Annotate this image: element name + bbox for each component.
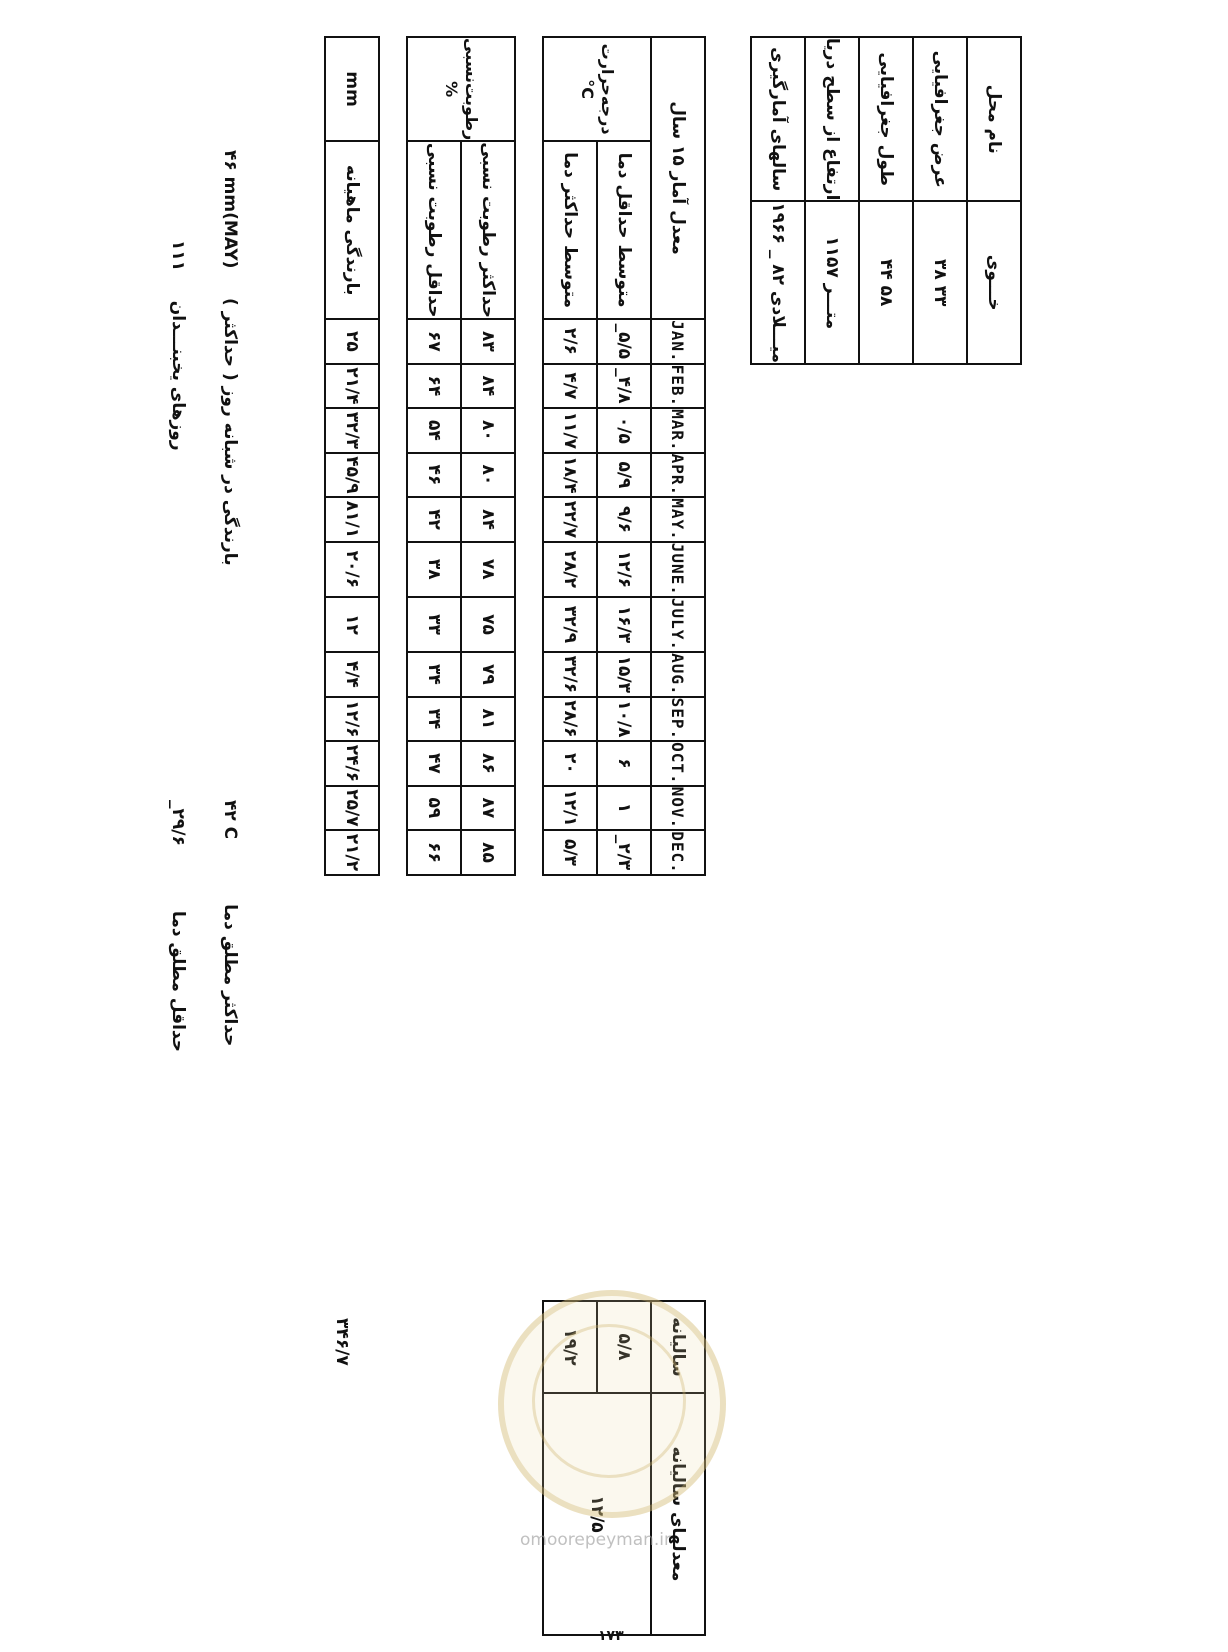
cell: ۳۳	[407, 597, 461, 652]
abs-min-note: حداقل مطلق دما _۲۹/۶	[168, 800, 188, 1052]
cell: ۱۶/۳	[597, 597, 651, 652]
month-header: AUG.	[651, 652, 705, 697]
cell: ۸۴	[461, 364, 515, 409]
cell: ۰/۵	[597, 408, 651, 453]
frost-days-note: روزهای یخبنـــدان ۱۱۱	[168, 240, 188, 451]
annual-precip-total: ۳۴۶/۷	[332, 1318, 352, 1366]
cell: ۷۹	[461, 652, 515, 697]
cell: ۳۲/۶	[543, 652, 597, 697]
table-row	[325, 37, 379, 875]
cell: ۱۲/۶	[325, 697, 379, 742]
watermark-text: omoorepeyman.ir	[520, 1530, 672, 1550]
table-row	[407, 37, 461, 875]
month-header: MAR.	[651, 408, 705, 453]
latitude-value: ۳۸ ۳۳	[913, 201, 967, 364]
cell: ۲۱/۲	[325, 830, 379, 875]
row-label: متوسط حداکثر دما	[543, 141, 597, 319]
month-header: NOV.	[651, 786, 705, 831]
cell: _۴/۸	[597, 364, 651, 409]
cell: _۲/۳	[597, 830, 651, 875]
cell: ۳۴	[407, 652, 461, 697]
elevation-value: ۱۱۵۷ متـــر	[805, 201, 859, 364]
cell: ۶۶	[407, 830, 461, 875]
cell: ۱۲/۱	[543, 786, 597, 831]
station-name-label: نام محل	[967, 37, 1021, 201]
month-header: OCT.	[651, 741, 705, 786]
cell: ۴/۴	[325, 652, 379, 697]
annual-min-temp: ۵/۸	[597, 1301, 651, 1393]
cell: ۸۱/۱	[325, 497, 379, 542]
cell: ۸۷	[461, 786, 515, 831]
cell: ۲۰/۶	[325, 542, 379, 597]
cell: ۸۰	[461, 408, 515, 453]
elevation-label: ارتفاع از سطح دریا	[805, 37, 859, 201]
month-header: APR.	[651, 453, 705, 498]
cell: ۲۵/۷	[325, 786, 379, 831]
cell: ۵/۳	[543, 830, 597, 875]
cell: ۲۲/۷	[543, 497, 597, 542]
cell: ۳۲/۹	[543, 597, 597, 652]
table-row	[597, 37, 651, 875]
cell: ۴/۷	[543, 364, 597, 409]
cell: ۵۴	[407, 408, 461, 453]
cell: ۲۱/۴	[325, 364, 379, 409]
cell: ۷۵	[461, 597, 515, 652]
watermark-seal-icon	[498, 1290, 726, 1518]
cell: ۹/۶	[597, 497, 651, 542]
annual-avg-value: ۱۲/۵	[543, 1393, 651, 1635]
cell: ۴۵/۹	[325, 453, 379, 498]
table-row	[461, 37, 515, 875]
month-header: MAY.	[651, 497, 705, 542]
cell: ۲/۶	[543, 319, 597, 364]
cell: ۱۵/۳	[597, 652, 651, 697]
cell: ۷۸	[461, 542, 515, 597]
month-header: FEB.	[651, 364, 705, 409]
latitude-label: عرض جغرافیایی	[913, 37, 967, 201]
cell: ۸۱	[461, 697, 515, 742]
abs-max-note: حداکثر مطلق دما ۴۲ C	[220, 800, 240, 1047]
max-daily-rain-note: بارندگی در شبانه روز ( حداکثر ) ۴۶ mm(MAY)	[220, 150, 240, 566]
cell: ۸۶	[461, 741, 515, 786]
station-name-value: خـــوی	[967, 201, 1021, 364]
cell: ۴۷	[407, 741, 461, 786]
month-header: JUNE.	[651, 542, 705, 597]
years-value: ۱۹۶۶ _ ۸۲ میـــلادی	[751, 201, 805, 364]
cell: ۵/۹	[597, 453, 651, 498]
longitude-value: ۴۴ ۵۸	[859, 201, 913, 364]
years-label: سالهای آمارگیری	[751, 37, 805, 201]
header-row	[651, 37, 705, 875]
cell: ۲۸/۶	[543, 697, 597, 742]
row-label: حداقل رطوبت نسبی	[407, 141, 461, 319]
cell: ۴۲	[407, 497, 461, 542]
cell: ۱۲/۶	[597, 542, 651, 597]
cell: ۳۴	[407, 697, 461, 742]
cell: ۱	[597, 786, 651, 831]
row-label: متوسط حداقل دما	[597, 141, 651, 319]
cell: ۱۰/۸	[597, 697, 651, 742]
stats-header: معدل آمار ۱۵ سال	[651, 37, 705, 319]
month-header: DEC.	[651, 830, 705, 875]
cell: _۵/۵	[597, 319, 651, 364]
cell: ۸۵	[461, 830, 515, 875]
cell: ۶	[597, 741, 651, 786]
cell: ۱۸/۴	[543, 453, 597, 498]
cell: ۵۹	[407, 786, 461, 831]
annual-avg-header: معدلهای سالیانه	[651, 1393, 705, 1635]
humidity-group-label: رطوبت‌نسبی %	[407, 37, 515, 141]
cell: ۴۶	[407, 453, 461, 498]
cell: ۲۸/۲	[543, 542, 597, 597]
climate-table	[324, 36, 706, 876]
precip-unit-label: mm	[325, 37, 379, 141]
month-header: JULY.	[651, 597, 705, 652]
cell: ۱۱/۷	[543, 408, 597, 453]
month-header: JAN.	[651, 319, 705, 364]
temperature-group-label: درجه‌حرارت C°	[543, 37, 651, 141]
cell: ۱۲	[325, 597, 379, 652]
longitude-label: طول جغرافیایی	[859, 37, 913, 201]
row-label: بارندگی ماهیانه	[325, 141, 379, 319]
station-info-table	[750, 36, 1022, 365]
cell: ۸۰	[461, 453, 515, 498]
cell: ۶۴	[407, 364, 461, 409]
cell: ۲۴/۶	[325, 741, 379, 786]
cell: ۳۲/۳	[325, 408, 379, 453]
cell: ۸۳	[461, 319, 515, 364]
table-row	[543, 37, 597, 875]
page-number: ۱۷۳	[598, 1628, 624, 1644]
month-header: SEP.	[651, 697, 705, 742]
annual-header: سالیانه	[651, 1301, 705, 1393]
annual-max-temp: ۱۹/۲	[543, 1301, 597, 1393]
cell: ۶۷	[407, 319, 461, 364]
row-label: حداکثر رطوبت نسبی	[461, 141, 515, 319]
cell: ۸۴	[461, 497, 515, 542]
cell: ۲۵	[325, 319, 379, 364]
cell: ۲۰	[543, 741, 597, 786]
cell: ۳۸	[407, 542, 461, 597]
